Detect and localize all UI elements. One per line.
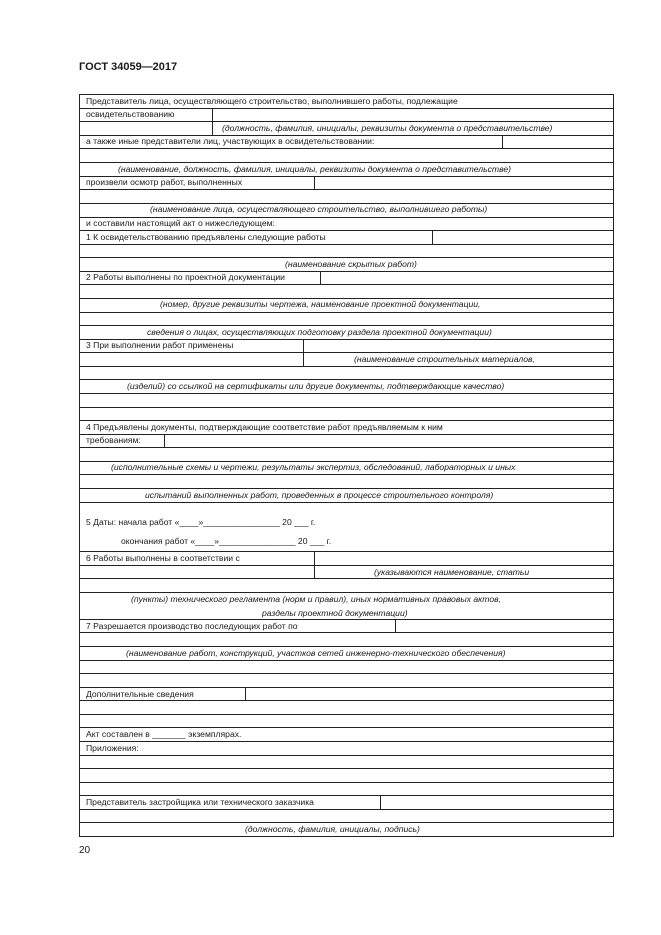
- row-divider: [79, 673, 614, 674]
- others-label: а также иные представители лиц, участвующих в освидетельствовании:: [86, 136, 375, 146]
- row-divider: [79, 646, 614, 647]
- item5-end-date: окончания работ «____»________________ 20 ___ г.: [121, 536, 332, 546]
- inspected-label: произвели осмотр работ, выполненных: [86, 177, 243, 187]
- item1-label: 1 К освидетельствованию предъявлены следующие работы: [86, 232, 326, 242]
- row-divider: [79, 660, 614, 661]
- row-divider: [79, 407, 614, 408]
- item4-hint: (исполнительные схемы и чертежи, результаты экспертиз, обследований, лабораторных и иных: [111, 462, 516, 472]
- row-divider: [79, 257, 614, 258]
- field-divider: [502, 135, 503, 148]
- row-divider: [79, 121, 614, 122]
- item3-hint: (наименование строительных материалов,: [354, 354, 535, 364]
- field-divider: [212, 108, 213, 135]
- item2-hint-cont: сведения о лицах, осуществляющих подготовку раздела проектной документации): [147, 327, 492, 337]
- field-divider: [320, 271, 321, 284]
- field-divider: [314, 551, 315, 578]
- compiled-label: и составили настоящий акт о нижеследующем:: [86, 218, 275, 228]
- field-divider: [164, 434, 165, 447]
- row-divider: [79, 727, 614, 728]
- item4-label-cont: требованиям:: [86, 435, 141, 445]
- row-divider: [79, 578, 614, 579]
- row-divider: [79, 420, 614, 421]
- row-divider: [79, 312, 614, 313]
- row-divider: [79, 366, 614, 367]
- row-divider: [79, 244, 614, 245]
- item5-start-date: 5 Даты: начала работ «____»________________ 20 ___ г.: [86, 517, 316, 527]
- row-divider: [79, 700, 614, 701]
- rep-builder-hint: (должность, фамилия, инициалы, реквизиты документа о представительстве): [222, 123, 553, 133]
- document-header: ГОСТ 34059—2017: [79, 61, 178, 73]
- row-divider: [79, 474, 614, 475]
- item6-hint-cont2: разделы проектной документации): [262, 608, 408, 618]
- item3-hint-cont: (изделий) со ссылкой на сертификаты или другие документы, подтверждающие качество): [127, 381, 505, 391]
- item2-hint: (номер, другие реквизиты чертежа, наименование проектной документации,: [160, 299, 481, 309]
- row-divider: [79, 162, 614, 163]
- row-divider: [79, 284, 614, 285]
- row-divider: [79, 352, 614, 353]
- customer-rep-hint: (должность, фамилия, инициалы, подпись): [245, 824, 420, 834]
- field-divider: [303, 339, 304, 366]
- row-divider: [79, 755, 614, 756]
- row-divider: [79, 782, 614, 783]
- row-divider: [79, 809, 614, 810]
- row-divider: [79, 502, 614, 503]
- row-divider: [79, 714, 614, 715]
- item6-hint-cont: (пункты) технического регламента (норм и правил), иных нормативных правовых актов,: [131, 594, 501, 604]
- row-divider: [79, 189, 614, 190]
- field-divider: [395, 619, 396, 632]
- rep-builder-label-cont: освидетельствованию: [86, 109, 175, 119]
- row-divider: [79, 488, 614, 489]
- inspected-hint: (наименование лица, осуществляющего строительство, выполнившего работы): [150, 204, 488, 214]
- item7-label: 7 Разрешается производство последующих работ по: [86, 621, 298, 631]
- item3-label: 3 При выполнении работ применены: [86, 340, 234, 350]
- row-divider: [79, 687, 614, 688]
- field-divider: [432, 230, 433, 244]
- additional-info-label: Дополнительные сведения: [86, 689, 194, 699]
- row-divider: [79, 565, 614, 566]
- row-divider: [79, 768, 614, 769]
- customer-rep-label: Представитель застройщика или технического заказчика: [86, 797, 314, 807]
- field-divider: [380, 795, 381, 809]
- page-number: 20: [79, 845, 91, 856]
- item7-hint: (наименование работ, конструкций, участков сетей инженерно-технического обеспечения): [126, 648, 506, 658]
- field-divider: [245, 687, 246, 700]
- row-divider: [79, 230, 614, 231]
- item2-label: 2 Работы выполнены по проектной документации: [86, 272, 285, 282]
- row-divider: [79, 434, 614, 435]
- row-divider: [79, 822, 614, 823]
- item1-hint: (наименование скрытых работ): [285, 259, 417, 269]
- rep-builder-label: Представитель лица, осуществляющего строительство, выполнившего работы, подлежащие: [86, 96, 458, 106]
- item6-hint: (указываются наименование, статьи: [374, 567, 530, 577]
- row-divider: [79, 148, 614, 149]
- row-divider: [79, 325, 614, 326]
- item6-label: 6 Работы выполнены в соответствии с: [86, 553, 240, 563]
- row-divider: [79, 447, 614, 448]
- copies-label: Акт составлен в _______ экземплярах.: [86, 729, 242, 739]
- item4-label: 4 Предъявлены документы, подтверждающие соответствие работ предъявляемым к ним: [86, 422, 443, 432]
- row-divider: [79, 741, 614, 742]
- row-divider: [79, 619, 614, 620]
- attachments-label: Приложения:: [86, 743, 139, 753]
- row-divider: [79, 592, 614, 593]
- item4-hint-cont: испытаний выполненных работ, проведенных в процессе строительного контроля): [145, 490, 494, 500]
- row-divider: [79, 393, 614, 394]
- field-divider: [314, 176, 315, 189]
- row-divider: [79, 551, 614, 552]
- row-divider: [79, 795, 614, 796]
- row-divider: [79, 379, 614, 380]
- row-divider: [79, 632, 614, 633]
- others-hint: (наименование, должность, фамилия, инициалы, реквизиты документа о представительстве): [118, 164, 512, 174]
